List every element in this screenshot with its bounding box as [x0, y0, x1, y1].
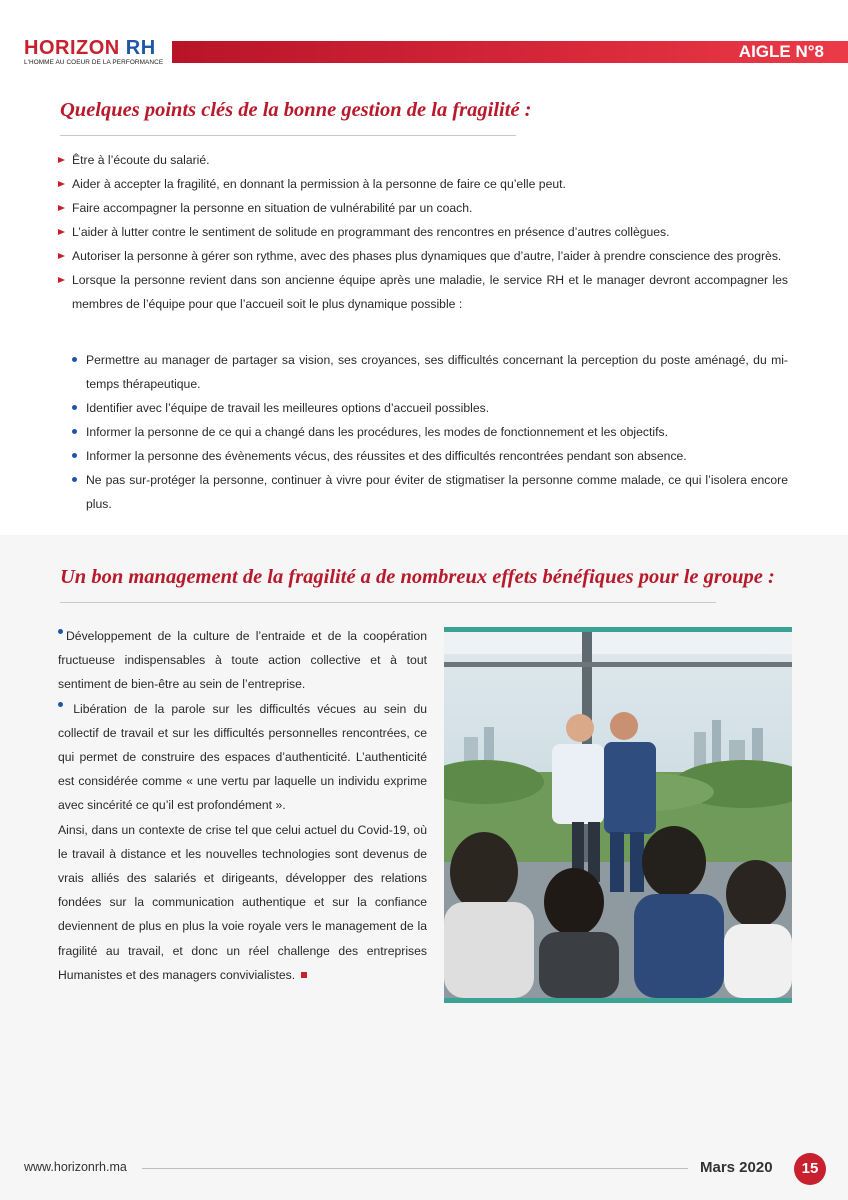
dot-bullet-icon [72, 357, 77, 362]
list-item: Ne pas sur-protéger la personne, continuer à vivre pour éviter de stigmatiser la personne comme malade, ce qui l’isolera encore plus. [72, 468, 788, 516]
list-item: Permettre au manager de partager sa vision, ses croyances, ses difficultés concernant la perception du poste aménagé, du mi-temps thérapeutique. [72, 348, 788, 396]
section1-rule [60, 135, 516, 136]
dot-bullet-icon [72, 405, 77, 410]
page-number-badge: 15 [794, 1153, 826, 1185]
footer-url[interactable]: www.horizonrh.ma [24, 1160, 127, 1174]
arrow-bullet-icon [58, 205, 65, 211]
footer-date: Mars 2020 [700, 1159, 773, 1176]
list-item: Informer la personne des évènements vécus, des réussites et des difficultés rencontrées pendant son absence. [72, 444, 788, 468]
logo-tagline: L'HOMME AU COEUR DE LA PERFORMANCE [24, 59, 164, 66]
paragraph: Libération de la parole sur les difficultés vécues au sein du collectif de travail et sur les difficultés personnelles rencontrées, ce qui permet de construire des espaces d’authenticité. L’authenticité est considérée comme « une vertu par laquelle un individu exprime avec sincérité ce qu’il est profondément ». [58, 701, 427, 813]
section2-rule [60, 602, 716, 603]
list-item: Informer la personne de ce qui a changé dans les procédures, les modes de fonctionnement et les objectifs. [72, 420, 788, 444]
paragraph: Développement de la culture de l’entraide et de la coopération fructueuse indispensables à toute action collective et à tout sentiment de bien-être au sein de l’entreprise. [58, 629, 427, 692]
arrow-bullet-icon [58, 181, 65, 187]
logo [24, 38, 163, 66]
list-item: L’aider à lutter contre le sentiment de solitude en programmant des rencontres en présence d’autres collègues. [58, 220, 788, 244]
dot-bullet-icon [72, 477, 77, 482]
key-points-list [58, 148, 788, 316]
dot-bullet-icon [72, 453, 77, 458]
dot-bullet-icon [72, 429, 77, 434]
dot-bullet-icon [58, 702, 63, 707]
section2-text [58, 624, 427, 987]
list-item: Aider à accepter la fragilité, en donnant la permission à la personne de faire ce qu’elle peut. [58, 172, 788, 196]
logo-horizon: HORIZON [24, 37, 120, 59]
arrow-bullet-icon [58, 157, 65, 163]
arrow-bullet-icon [58, 229, 65, 235]
footer-rule [142, 1168, 688, 1169]
arrow-bullet-icon [58, 253, 65, 259]
logo-rh: RH [125, 37, 156, 59]
list-item: Identifier avec l’équipe de travail les meilleures options d’accueil possibles. [72, 396, 788, 420]
arrow-bullet-icon [58, 277, 65, 283]
list-item: Faire accompagner la personne en situation de vulnérabilité par un coach. [58, 196, 788, 220]
list-item: Autoriser la personne à gérer son rythme, avec des phases plus dynamiques que d’autre, l’aider à prendre conscience des progrès. [58, 244, 788, 268]
list-item: Être à l’écoute du salarié. [58, 148, 788, 172]
sub-points-list [72, 348, 788, 516]
section1-title: Quelques points clés de la bonne gestion de la fragilité : [60, 99, 532, 121]
meeting-photo [444, 627, 792, 1003]
issue-label: AIGLE N°8 [738, 42, 824, 61]
section2-title: Un bon management de la fragilité a de nombreux effets bénéfiques pour le groupe : [60, 566, 775, 588]
paragraph: Ainsi, dans un contexte de crise tel que celui actuel du Covid-19, où le travail à distance et les nouvelles technologies sont devenus de vrais alliés des salariés et dirigeants, développer des relations fondées sur la communication authentique et sur la confiance deviennent de plus en plus la voie royale vers le management de la fragilité au travail, et donc un réel challenge des entreprises Humanistes et des managers convivialistes. [58, 822, 427, 982]
end-square-icon [301, 972, 307, 978]
list-item: Lorsque la personne revient dans son ancienne équipe après une maladie, le service RH et le manager devront accompagner les membres de l’équipe pour que l’accueil soit le plus dynamique possible : [58, 268, 788, 316]
logo-wordmark [24, 38, 163, 58]
dot-bullet-icon [58, 629, 63, 634]
meeting-illustration [444, 632, 792, 998]
